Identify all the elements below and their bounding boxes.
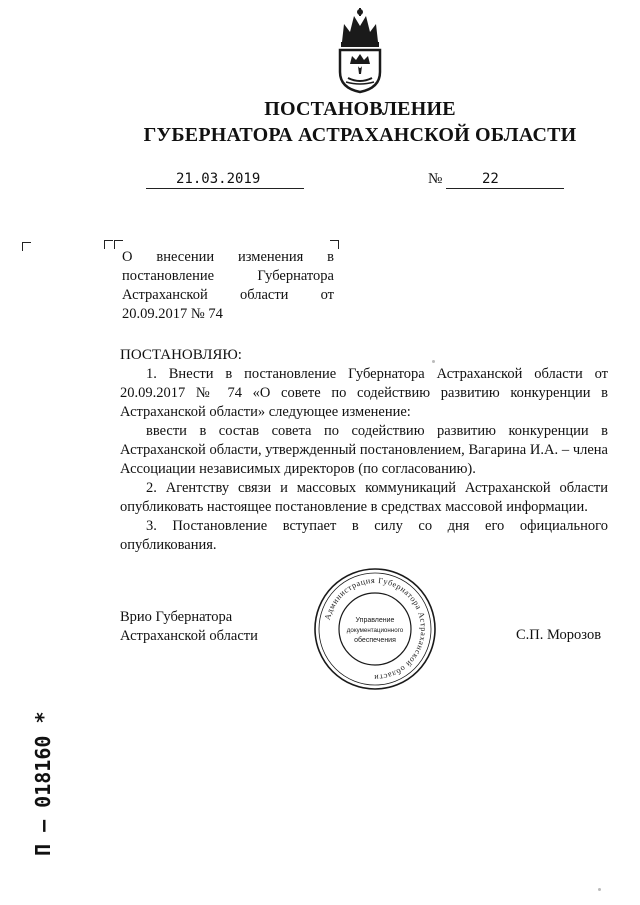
- scan-dot: [598, 888, 601, 891]
- signatory-position-line1: Врио Губернатора: [120, 609, 233, 625]
- decree-heading: ПОСТАНОВЛЯЮ:: [120, 347, 242, 363]
- seal-ring-text: Администрация Губернатора Астраханской области: [322, 575, 429, 683]
- number-label: №: [428, 171, 443, 187]
- document-issuer: ГУБЕРНАТОРА АСТРАХАНСКОЙ ОБЛАСТИ: [143, 124, 577, 146]
- scan-dot: [432, 360, 435, 363]
- paragraph-1: 1. Внести в постановление Губернатора Астраханской области от 20.09.2017 № 74 «О совете по содействию развитию конкуренции в Астраханской области» следующее изменение:: [120, 366, 608, 420]
- document-date: 21.03.2019: [146, 170, 304, 189]
- coat-of-arms-emblem: [328, 6, 392, 94]
- official-seal: [312, 566, 438, 692]
- seal-center-line3: обеспечения: [354, 637, 396, 644]
- seal-center-line1: Управление: [355, 617, 395, 624]
- signatory-position: [120, 608, 258, 646]
- signatory-position-line2: Астраханской области: [120, 628, 258, 644]
- document-subject: О внесении изменения в постановление Губернатора Астраханской области от 20.09.2017 № 74: [122, 249, 334, 322]
- document-body: [120, 346, 608, 555]
- document-number: 22: [446, 170, 564, 189]
- corner-bracket: [104, 240, 113, 249]
- signatory-name: С.П. Морозов: [516, 627, 602, 643]
- document-title: ПОСТАНОВЛЕНИЕ: [264, 98, 456, 120]
- paragraph-2: 2. Агентству связи и массовых коммуникаций Астраханской области опубликовать настоящее постановление в средствах массовой информации.: [120, 480, 608, 515]
- serial-number-text: П – 018160 *: [31, 711, 55, 856]
- seal-center-line2: документационного: [346, 627, 404, 634]
- paragraph-3: 3. Постановление вступает в силу со дня его официального опубликования.: [120, 518, 608, 553]
- corner-bracket: [22, 242, 31, 251]
- serial-number: [24, 688, 58, 858]
- paragraph-1-detail: ввести в состав совета по содействию развитию конкуренции в Астраханской области, утвержденный постановлением, Вагарина И.А. – члена Ассоциации независимых директоров (по согласованию).: [120, 423, 608, 477]
